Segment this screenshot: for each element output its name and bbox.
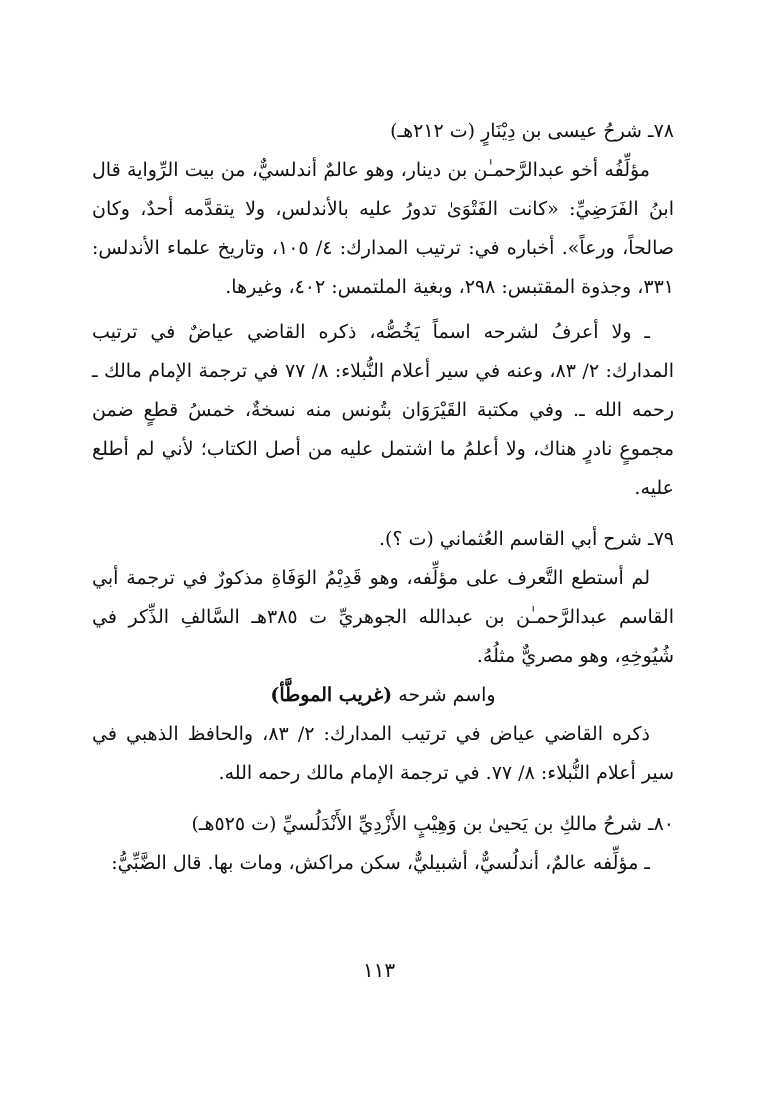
entry-79-subtitle (92, 676, 674, 715)
body-text (92, 112, 674, 883)
page-number: ١١٣ (362, 958, 396, 982)
entry-79-subtitle-title: (غريب الموطَّأ) (270, 684, 393, 706)
entry-79-heading: ٧٩ـ شرح أبي القاسم العُثماني (ت ؟). (378, 528, 674, 550)
entry-78-paragraph-1: مؤلِّفُه أخو عبدالرَّحمـٰن بن دينار، وهو عالمٌ أندلسيٌّ، من بيت الرِّواية قال ابنُ الفَرَضِيِّ: «كانت الفَتْوَىٰ تدورُ عليه بالأندلس، ولا يتقدَّمه أحدٌ، وكان صالحاً، ورعاً». أخباره في: ترتيب المدارك: ٤/ ١٠٥، وتاريخ علماء الأندلس: ٣٣١، وجذوة المقتبس: ٢٩٨، وبغية الملتمس: ٤٠٢، وغيرها. (92, 159, 674, 298)
entry-78-paragraph-2: ـ ولا أعرفُ لشرحه اسماً يَخُصُّه، ذكره القاضي عياضٌ في ترتيب المدارك: ٢/ ٨٣، وعنه في سير أعلام النُّبلاء: ٨/ ٧٧ في ترجمة الإمام مالك ـ رحمه الله ـ. وفي مكتبة القَيْرَوَان بتُونس منه نسخةٌ، خمسُ قطعٍ ضمن مجموعٍ نادرٍ هناك، ولا أعلمُ ما اشتمل عليه من أصل الكتاب؛ لأني لم أطلع عليه. (92, 321, 675, 499)
entry-80-heading: ٨٠ـ شرحُ مالكِ بن يَحيىٰ بن وَهِيْبٍ الأَزْدِيِّ الأَنْدَلُسيِّ (ت ٥٢٥هـ) (191, 813, 674, 835)
entry-79-paragraph-1: لم أستطع التَّعرف على مؤلِّفه، وهو قَدِيْمُ الوَفَاةِ مذكورٌ في ترجمة أبي القاسم عبدالرَّحمـٰن بن عبدالله الجوهريِّ ت ٣٨٥هـ السَّالفِ الذِّكر في شُيُوخِهِ، وهو مصريٌّ مثلُهُ. (92, 567, 674, 667)
entry-79-subtitle-lead: واسم شرحه (392, 684, 496, 706)
entry-78-heading: ٧٨ـ شرحُ عيسى بن دِيْنَارٍ (ت ٢١٢هـ) (390, 120, 674, 142)
entry-80-paragraph-1: ـ مؤلِّفه عالمٌ، أندلُسيٌّ، أشبيليٌّ، سكن مراكش، ومات بها. قال الضَّبِّيُّ: (111, 852, 650, 874)
entry-79-paragraph-2: ذكره القاضي عياض في ترتيب المدارك: ٢/ ٨٣، والحافظ الذهبي في سير أعلام النُّبلاء: ٨/ ٧٧. في ترجمة الإمام مالك رحمه الله. (92, 723, 674, 784)
